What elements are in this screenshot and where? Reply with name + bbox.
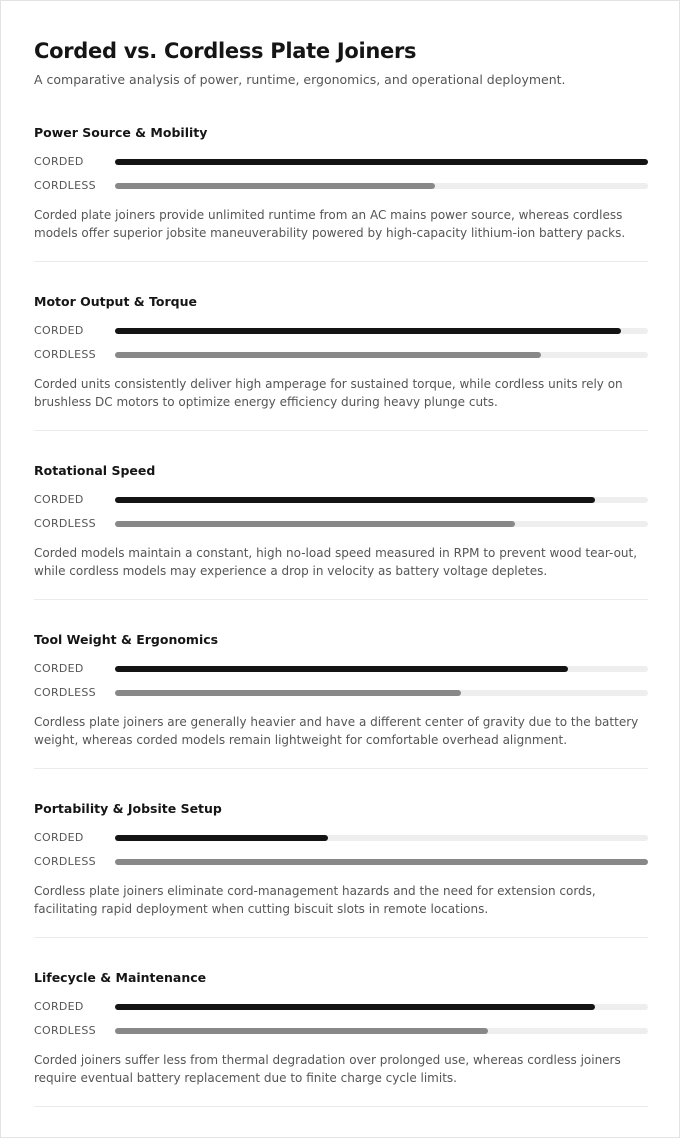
- corded-bar: [115, 497, 595, 503]
- section-description: Cordless plate joiners are generally heavier and have a different center of gravity due to the battery weight, whereas corded models remain lightweight for comfortable overhead alignment.: [34, 715, 639, 747]
- cordless-label: CORDLESS: [34, 517, 96, 530]
- corded-bar-track: [115, 835, 648, 841]
- section-description: Cordless plate joiners eliminate cord-management hazards and the need for extension cords, facilitating rapid deployment when cutting biscuit slots in remote locations.: [34, 884, 596, 916]
- corded-bar: [115, 835, 328, 841]
- comparison-section: [34, 285, 648, 454]
- corded-bar: [115, 666, 568, 672]
- corded-bar-track: [115, 666, 648, 672]
- section-divider: [34, 937, 648, 938]
- section-divider: [34, 261, 648, 262]
- corded-bar-track: [115, 328, 648, 334]
- comparison-section: [34, 623, 648, 792]
- cordless-row: [34, 685, 648, 701]
- section-description: Corded units consistently deliver high amperage for sustained torque, while cordless units rely on brushless DC motors to optimize energy efficiency during heavy plunge cuts.: [34, 377, 623, 409]
- section-divider: [34, 599, 648, 600]
- cordless-bar: [115, 183, 435, 189]
- section-title: Power Source & Mobility: [34, 125, 208, 140]
- section-title: Motor Output & Torque: [34, 294, 197, 309]
- corded-row: [34, 830, 648, 846]
- comparison-section: [34, 961, 648, 1130]
- cordless-bar-track: [115, 1028, 648, 1034]
- cordless-label: CORDLESS: [34, 855, 96, 868]
- corded-bar: [115, 328, 621, 334]
- corded-row: [34, 154, 648, 170]
- section-description: Corded joiners suffer less from thermal degradation over prolonged use, whereas cordless joiners require eventual battery replacement due to finite charge cycle limits.: [34, 1053, 621, 1085]
- section-title: Portability & Jobsite Setup: [34, 801, 222, 816]
- corded-bar-track: [115, 159, 648, 165]
- page-subtitle: A comparative analysis of power, runtime, ergonomics, and operational deployment.: [34, 72, 566, 87]
- cordless-bar-track: [115, 521, 648, 527]
- page-title: Corded vs. Cordless Plate Joiners: [34, 39, 417, 63]
- cordless-row: [34, 347, 648, 363]
- corded-row: [34, 999, 648, 1015]
- cordless-bar: [115, 352, 541, 358]
- corded-row: [34, 323, 648, 339]
- corded-label: CORDED: [34, 662, 84, 675]
- comparison-section: [34, 792, 648, 961]
- cordless-bar-track: [115, 859, 648, 865]
- cordless-bar: [115, 1028, 488, 1034]
- cordless-bar-track: [115, 690, 648, 696]
- corded-label: CORDED: [34, 831, 84, 844]
- corded-bar-track: [115, 497, 648, 503]
- cordless-row: [34, 178, 648, 194]
- cordless-row: [34, 854, 648, 870]
- corded-label: CORDED: [34, 1000, 84, 1013]
- comparison-sections: [34, 116, 648, 1130]
- cordless-label: CORDLESS: [34, 1024, 96, 1037]
- corded-row: [34, 661, 648, 677]
- cordless-bar-track: [115, 183, 648, 189]
- section-title: Rotational Speed: [34, 463, 156, 478]
- section-description: Corded models maintain a constant, high no-load speed measured in RPM to prevent wood tear-out, while cordless models may experience a drop in velocity as battery voltage depletes.: [34, 546, 638, 578]
- comparison-section: [34, 116, 648, 285]
- section-divider: [34, 768, 648, 769]
- corded-row: [34, 492, 648, 508]
- cordless-row: [34, 516, 648, 532]
- cordless-row: [34, 1023, 648, 1039]
- section-title: Tool Weight & Ergonomics: [34, 632, 219, 647]
- cordless-label: CORDLESS: [34, 686, 96, 699]
- section-divider: [34, 1106, 648, 1107]
- corded-label: CORDED: [34, 155, 84, 168]
- section-title: Lifecycle & Maintenance: [34, 970, 207, 985]
- cordless-label: CORDLESS: [34, 179, 96, 192]
- corded-label: CORDED: [34, 324, 84, 337]
- corded-bar: [115, 159, 648, 165]
- cordless-bar: [115, 859, 648, 865]
- cordless-label: CORDLESS: [34, 348, 96, 361]
- cordless-bar: [115, 690, 461, 696]
- section-divider: [34, 430, 648, 431]
- cordless-bar: [115, 521, 515, 527]
- corded-label: CORDED: [34, 493, 84, 506]
- comparison-section: [34, 454, 648, 623]
- section-description: Corded plate joiners provide unlimited runtime from an AC mains power source, whereas cordless models offer superior jobsite maneuverability powered by high-capacity lithium-ion battery packs.: [34, 208, 626, 240]
- header: [34, 37, 648, 89]
- cordless-bar-track: [115, 352, 648, 358]
- corded-bar: [115, 1004, 595, 1010]
- corded-bar-track: [115, 1004, 648, 1010]
